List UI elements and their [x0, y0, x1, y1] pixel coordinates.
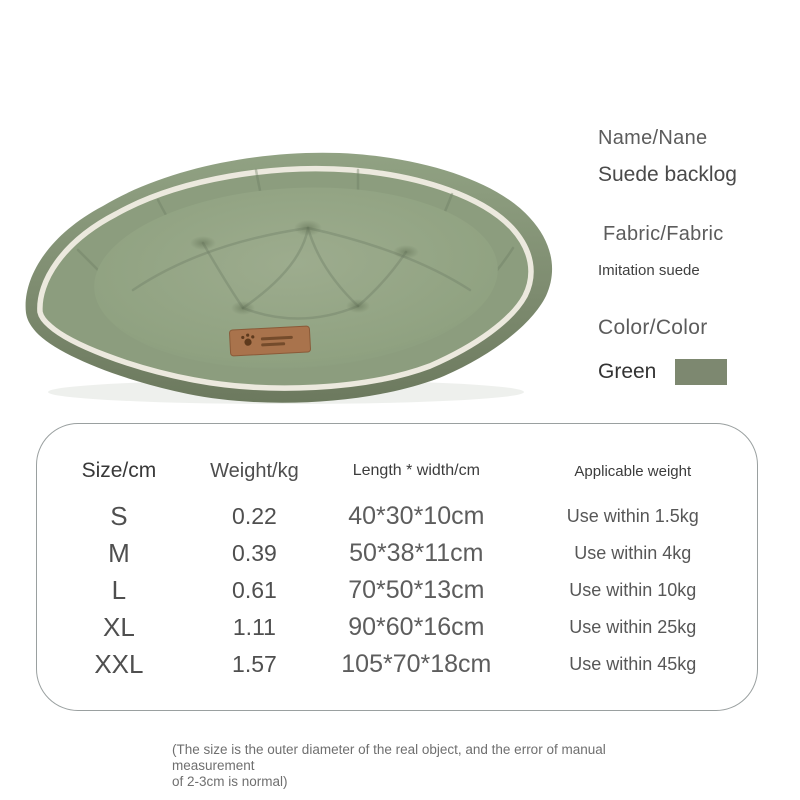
cell-applicable: Use within 45kg [569, 654, 697, 674]
cell-size: XXL [94, 649, 144, 679]
measurement-note-line2: of 2-3cm is normal) [172, 774, 288, 789]
cell-dimensions: 40*30*10cm [348, 502, 485, 530]
color-value: Green [598, 360, 657, 383]
cell-size: XL [103, 612, 135, 642]
header-spacer [45, 490, 749, 498]
header-applicable: Applicable weight [574, 462, 692, 480]
cell-size: S [110, 501, 128, 531]
color-label: Color/Color [598, 316, 708, 339]
cell-dimensions: 105*70*18cm [341, 650, 492, 678]
cell-weight: 0.61 [232, 577, 277, 603]
cell-applicable: Use within 1.5kg [566, 506, 699, 526]
cell-size: L [111, 575, 127, 605]
fabric-value: Imitation suede [598, 262, 700, 279]
brand-tag-icon [229, 326, 310, 356]
name-value: Suede backlog [598, 163, 737, 186]
color-row [598, 359, 793, 385]
size-table-panel [36, 423, 758, 711]
cell-weight: 1.11 [232, 614, 276, 640]
cell-weight: 0.39 [232, 540, 277, 566]
pet-bed-product-image [8, 128, 560, 406]
measurement-note [172, 742, 662, 790]
cell-applicable: Use within 10kg [569, 580, 697, 600]
cell-dimensions: 90*60*16cm [348, 613, 485, 641]
color-swatch [675, 359, 727, 385]
name-label: Name/Nane [598, 127, 708, 149]
fabric-label: Fabric/Fabric [603, 223, 724, 245]
cell-applicable: Use within 4kg [574, 543, 692, 563]
cell-weight: 1.57 [232, 651, 277, 677]
measurement-note-line1: (The size is the outer diameter of the real object, and the error of manual measurement [172, 742, 606, 773]
cell-dimensions: 70*50*13cm [348, 576, 485, 604]
size-table [45, 452, 749, 683]
header-weight: Weight/kg [210, 459, 299, 482]
product-info [598, 127, 793, 385]
header-size: Size/cm [81, 459, 157, 482]
cell-dimensions: 50*38*11cm [349, 539, 484, 567]
cell-size: M [108, 538, 130, 568]
cell-weight: 0.22 [232, 503, 277, 529]
header-dimensions: Length * width/cm [352, 462, 480, 479]
cell-applicable: Use within 25kg [569, 617, 697, 637]
